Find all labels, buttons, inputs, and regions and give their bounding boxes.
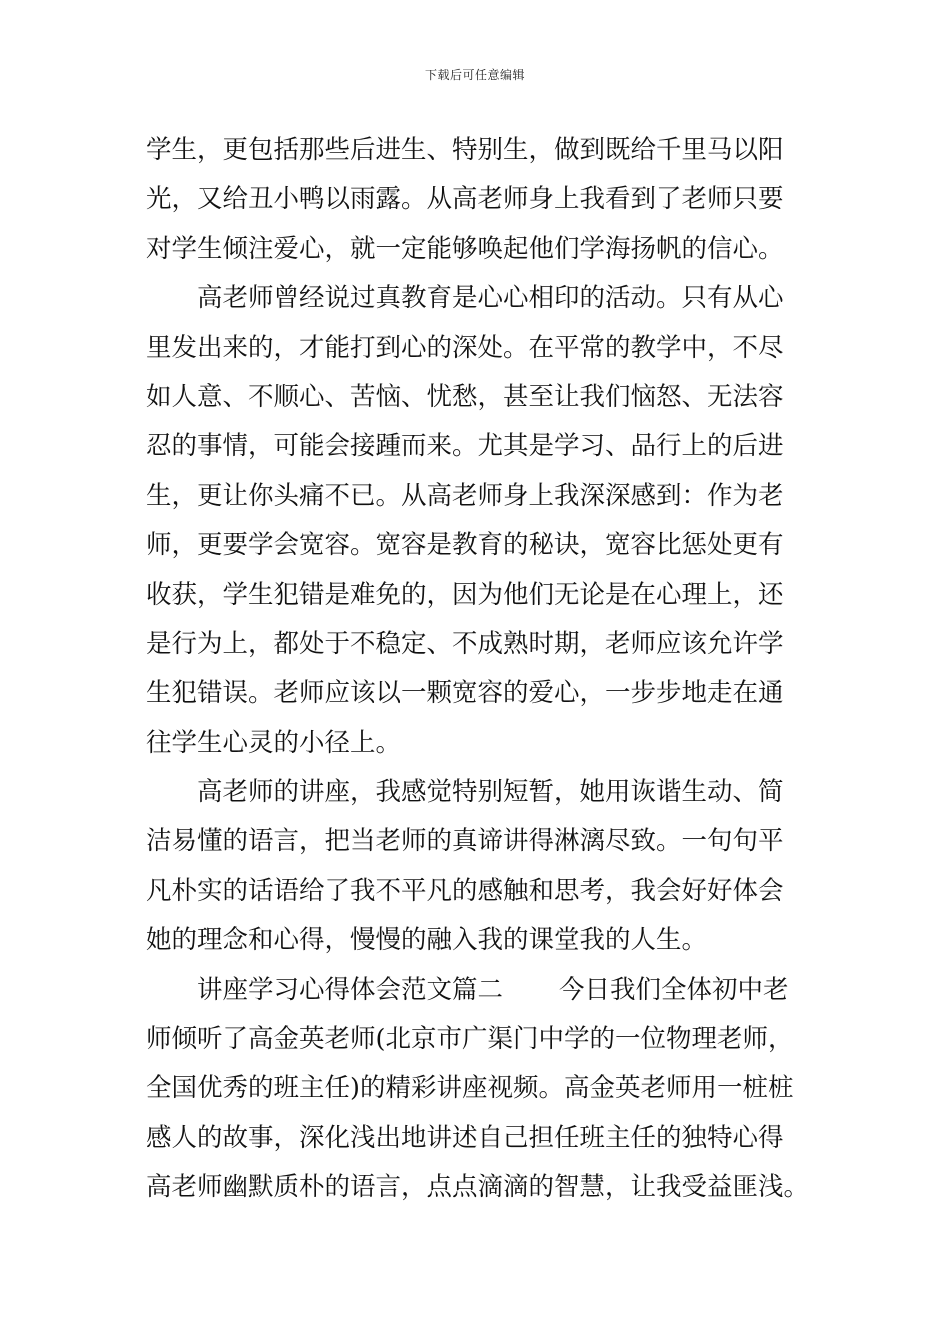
text-line: 全国优秀的班主任)的精彩讲座视频。高金英老师用一桩桩 (146, 1073, 794, 1104)
text-line: 高老师的讲座，我感觉特别短暂，她用诙谐生动、简 (197, 777, 784, 808)
text-line: 凡朴实的话语给了我不平凡的感触和思考，我会好好体会 (146, 875, 784, 906)
text-line: 生，更让你头痛不已。从高老师身上我深深感到：作为老 (146, 480, 784, 511)
text-line: 学生，更包括那些后进生、特别生，做到既给千里马以阳 (146, 135, 784, 165)
text-line: 往学生心灵的小径上。 (146, 727, 402, 758)
text-line: 感人的故事，深化浅出地讲述自己担任班主任的独特心得 (146, 1122, 784, 1153)
text-line: 师倾听了高金英老师(北京市广渠门中学的一位物理老师， (146, 1024, 794, 1055)
text-line: 收获，学生犯错是难免的，因为他们无论是在心理上，还 (146, 579, 784, 610)
document-body (146, 126, 814, 1213)
text-line: 光，又给丑小鸭以雨露。从高老师身上我看到了老师只要 (146, 184, 784, 215)
text-line: 生犯错误。老师应该以一颗宽容的爱心，一步步地走在通 (146, 678, 784, 709)
text-line: 是行为上，都处于不稳定、不成熟时期，老师应该允许学 (146, 628, 784, 659)
section-heading: 讲座学习心得体会范文篇二 (197, 974, 504, 1005)
text-line: 洁易懂的语言，把当老师的真谛讲得淋漓尽致。一句句平 (146, 826, 784, 857)
text-line: 对学生倾注爱心，就一定能够唤起他们学海扬帆的信心。 (146, 233, 784, 264)
text-line: 如人意、不顺心、苦恼、忧愁，甚至让我们恼怒、无法容 (146, 381, 784, 412)
text-line: 她的理念和心得，慢慢的融入我的课堂我的人生。 (146, 925, 708, 956)
text-line-with-heading (146, 966, 814, 1015)
text-line: 高老师幽默质朴的语言，点点滴滴的智慧，让我受益匪浅。 (146, 1172, 810, 1203)
text-line: 忍的事情，可能会接踵而来。尤其是学习、品行上的后进 (146, 431, 784, 462)
page-header: 下载后可任意编辑 (424, 68, 525, 82)
text-run: 今日我们全体初中老 (559, 974, 789, 1005)
text-line: 里发出来的，才能打到心的深处。在平常的教学中，不尽 (146, 332, 784, 363)
text-line: 高老师曾经说过真教育是心心相印的活动。只有从心 (197, 283, 784, 314)
text-line: 师，更要学会宽容。宽容是教育的秘诀，宽容比惩处更有 (146, 530, 784, 561)
